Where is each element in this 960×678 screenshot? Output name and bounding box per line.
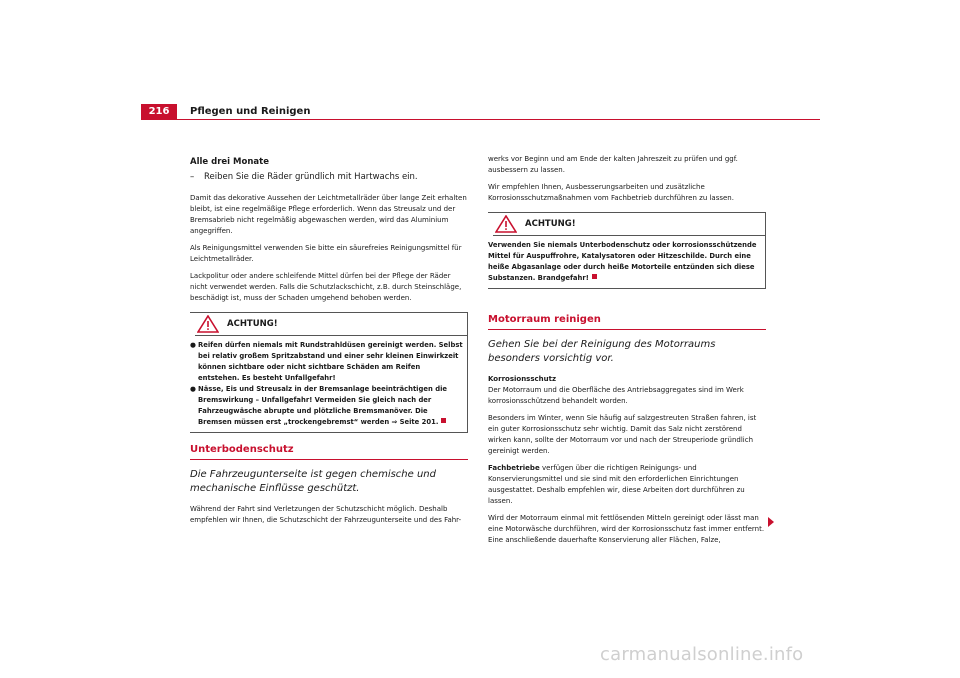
left-column <box>190 156 468 532</box>
chapter-title: Pflegen und Reinigen <box>190 106 311 117</box>
header-rule <box>141 119 820 120</box>
paragraph: Wird der Motorraum einmal mit fettlösenden Mitteln gereinigt oder lässt man eine Motorwäsche durchführen, wird der Korrosionsschutz fast immer entfernt. Eine anschließende dauerhafte Konservierung aller Flächen, Falze, <box>488 514 765 544</box>
warning-bullet-text <box>198 384 463 428</box>
sub-heading-korrosionsschutz: Korrosionsschutz <box>488 375 557 383</box>
warning-box <box>190 312 468 433</box>
bullet-icon: ● <box>190 341 196 349</box>
paragraph: Lackpolitur oder andere schleifende Mittel dürfen bei der Pflege der Räder nicht verwendet werden. Falls die Schutzlackschicht, z.B. durch Steinschläge, beschädigt ist, muss der Schaden umgehend behoben werden. <box>190 272 462 302</box>
paragraph: Wir empfehlen Ihnen, Ausbesserungsarbeiten und zusätzliche Korrosionsschutzmaßnahmen vom Fachbetrieb durchführen zu lassen. <box>488 183 734 202</box>
watermark: carmanualsonline.info <box>600 644 804 665</box>
warning-title: ACHTUNG! <box>525 219 576 229</box>
paragraph: Als Reinigungsmittel verwenden Sie bitte ein säurefreies Reinigungsmittel für Leichtmetallräder. <box>190 244 462 263</box>
end-marker-icon <box>592 274 597 279</box>
warning-body <box>488 240 765 284</box>
paragraph <box>488 463 766 507</box>
warning-bullet-text-main: Nässe, Eis und Streusalz in der Bremsanlage beeinträchtigen die Bremswirkung – Unfallgefahr! Vermeiden Sie gleich nach der Fahrzeugwäsche abrupte und plötzliche Bremsmanöver. Die Bremsen müssen erst „trockengebremst“ werden <box>198 385 448 426</box>
heading-alle-drei-monate: Alle drei Monate <box>190 157 269 167</box>
bold-term: Fachbetriebe <box>488 464 540 472</box>
dash-item <box>190 171 468 183</box>
continue-arrow-icon <box>768 517 774 527</box>
warning-bullet <box>190 340 463 384</box>
paragraph: werks vor Beginn und am Ende der kalten Jahreszeit zu prüfen und ggf. ausbessern zu lassen. <box>488 155 738 174</box>
section-title-motorraum: Motorraum reinigen <box>488 313 766 330</box>
warning-title: ACHTUNG! <box>227 319 278 329</box>
section-lead: Die Fahrzeugunterseite ist gegen chemische und mechanische Einflüsse geschützt. <box>190 469 436 494</box>
dash-item-text: Reiben Sie die Räder gründlich mit Hartwachs ein. <box>204 172 418 182</box>
paragraph-text: verfügen über die richtigen Reinigungs- und Konservierungsmittel und sie sind mit den erforderlichen Einrichtungen ausgestattet. Deshalb empfehlen wir, diese Arbeiten dort durchführen zu lassen. <box>488 464 745 505</box>
warning-bullet-text: Reifen dürfen niemals mit Rundstrahldüsen gereinigt werden. Selbst bei relativ großem Spritzabstand und einer sehr kleinen Einwirkzeit können sichtbare oder nicht sichtbare Schäden am Reifen entstehen. Es besteht Unfallgefahr! <box>198 341 463 382</box>
page-number: 216 <box>141 104 177 120</box>
warning-header <box>195 313 467 336</box>
page-reference-link[interactable]: ⇒ Seite 201. <box>391 418 439 426</box>
right-column <box>488 154 766 552</box>
paragraph: Während der Fahrt sind Verletzungen der Schutzschicht möglich. Deshalb empfehlen wir Ihnen, die Schutzschicht der Fahrzeugunterseite und des Fahr- <box>190 505 462 524</box>
warning-body <box>190 340 467 428</box>
paragraph: Besonders im Winter, wenn Sie häufig auf salzgestreuten Straßen fahren, ist ein guter Korrosionsschutz sehr wichtig. Damit das Salz nicht zerstörend wirken kann, sollte der Motorraum vor und nach der Streuperiode gründlich gereinigt werden. <box>488 414 757 455</box>
paragraph: Der Motorraum und die Oberfläche des Antriebsaggregates sind im Werk korrosionsschützend behandelt worden. <box>488 386 744 405</box>
warning-text: Verwenden Sie niemals Unterbodenschutz oder korrosionsschützende Mittel für Auspuffrohre, Katalysatoren oder Hitzeschilde. Durch eine heiße Abgasanlage oder durch heiße Motorteile entzünden sich diese Substanzen. Brandgefahr! <box>488 241 757 282</box>
warning-bullet <box>190 384 463 428</box>
end-marker-icon <box>441 418 446 423</box>
section-title-unterbodenschutz: Unterbodenschutz <box>190 443 468 460</box>
warning-box <box>488 212 766 289</box>
bullet-icon: ● <box>190 385 196 393</box>
warning-header <box>493 213 765 236</box>
warning-triangle-icon <box>495 215 517 233</box>
section-lead: Gehen Sie bei der Reinigung des Motorraums besonders vorsichtig vor. <box>488 339 716 364</box>
warning-triangle-icon <box>197 315 219 333</box>
dash-marker: – <box>190 172 195 182</box>
paragraph: Damit das dekorative Aussehen der Leichtmetallräder über lange Zeit erhalten bleibt, ist eine regelmäßige Pflege erforderlich. Wenn das Streusalz und der Bremsabrieb nicht regelmäßig abgewaschen werden, wird das Aluminium angegriffen. <box>190 194 467 235</box>
